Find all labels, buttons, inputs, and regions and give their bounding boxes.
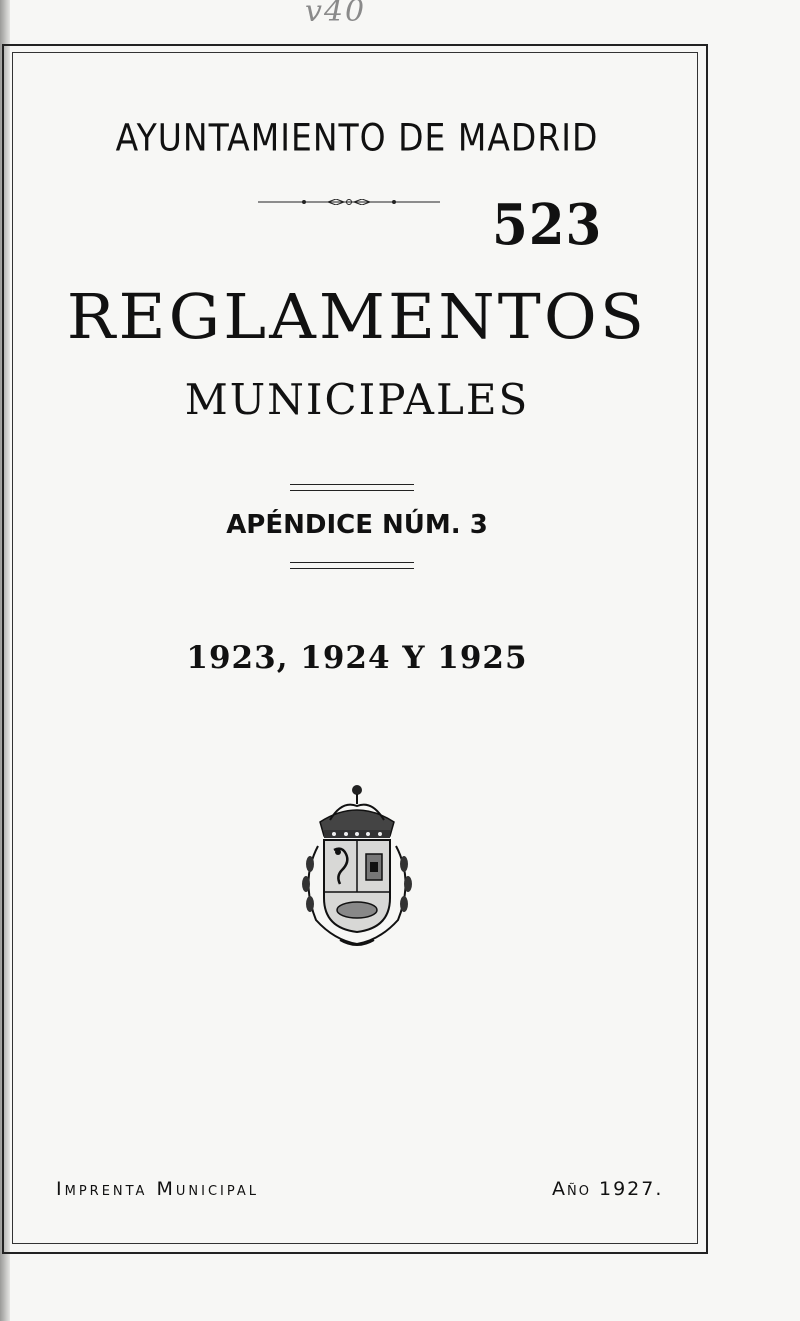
divider-top — [290, 484, 414, 491]
header-title: AYUNTAMIENTO DE MADRID — [115, 115, 599, 160]
years-label: 1923, 1924 Y 1925 — [186, 640, 528, 676]
subtitle: MUNICIPALES — [184, 375, 530, 424]
appendix-label: APÉNDICE NÚM. 3 — [226, 510, 488, 540]
madrid-coat-of-arms-icon — [290, 780, 424, 950]
main-title: REGLAMENTOS — [66, 280, 648, 353]
year-label: Año 1927. — [552, 1178, 664, 1200]
catalog-number: 523 — [492, 192, 603, 258]
publisher-label: Imprenta Municipal — [56, 1178, 260, 1200]
handwritten-note: v40 — [305, 0, 367, 29]
ornamental-divider-icon — [258, 199, 440, 205]
divider-bottom — [290, 562, 414, 569]
